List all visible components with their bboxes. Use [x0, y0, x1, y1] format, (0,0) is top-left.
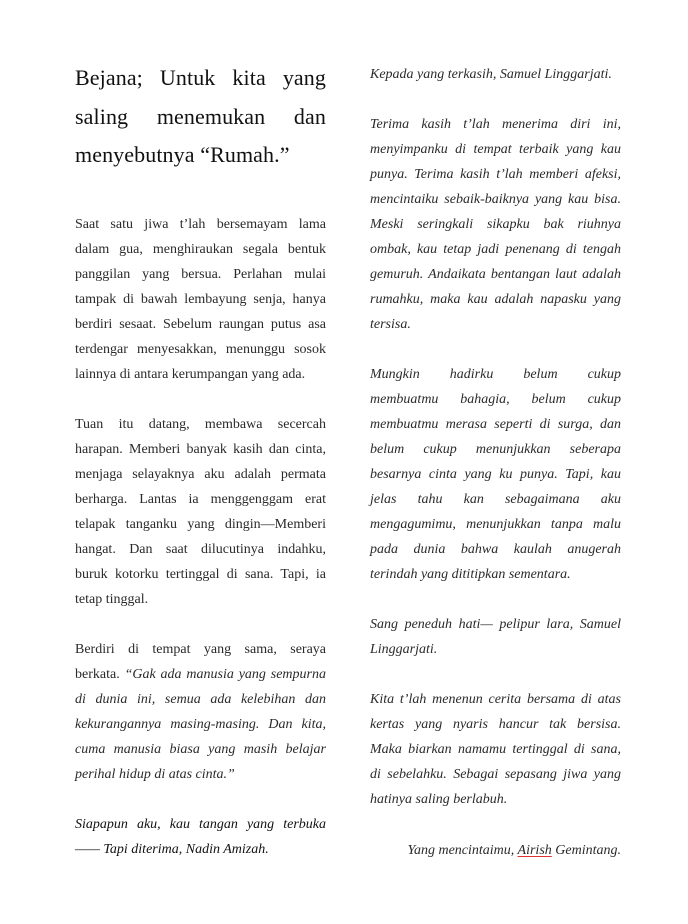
title-line: saling menemukan dan [75, 103, 326, 129]
text-line: punya. Terima kasih t’lah memberi afeksi, [370, 167, 621, 182]
title-line: menyebutnya “Rumah.” [75, 142, 290, 167]
text-line: panggilan yang bersua. Perlahan mulai [75, 267, 326, 282]
document-title [75, 59, 326, 175]
text-line: Kita t’lah menenun cerita bersama di atas [370, 692, 621, 707]
text-line: Kepada yang terkasih, Samuel Linggarjati. [370, 67, 612, 82]
text-line: —— Tapi diterima, Nadin Amizah. [75, 842, 269, 857]
text-line: Saat satu jiwa t’lah bersemayam lama [75, 217, 326, 232]
title-line: Bejana; Untuk kita yang [75, 65, 326, 90]
text-line: ombak, kau tetap jadi penenang di tengah [370, 242, 621, 257]
text-line: kertas yang nyaris hancur tak bersisa. [370, 717, 621, 732]
text-line: menyimpanku di tempat terbaik yang kau [370, 142, 621, 157]
text-line: kekurangannya masing-masing. Dan kita, [75, 717, 326, 732]
text-line: berharga. Lantas ia menggenggam erat [75, 492, 326, 507]
paragraph-3 [75, 637, 326, 787]
greeting [370, 62, 621, 87]
quote-text: “Gak ada manusia yang sempurna [124, 667, 326, 682]
text-line: mencintaiku sebaik-baiknya yang kau bisa. [370, 192, 621, 207]
text-line: berdiri sesaat. Sebelum raungan putus asa [75, 317, 326, 332]
text-line: tampak di bawah lembayung senja, hanya [75, 292, 326, 307]
text-line: hatinya saling berlabuh. [370, 792, 508, 807]
text-line: Mungkin hadirku belum cukup [370, 367, 621, 382]
text-line: dalam gua, menghiraukan segala bentuk [75, 242, 326, 257]
text-line: Maka biarkan namamu tertinggal di sana, [370, 742, 621, 757]
song-quote [75, 812, 326, 862]
text-line: lainnya di antara kerumpangan yang ada. [75, 367, 306, 382]
text-line: terindah yang dititipkan sementara. [370, 567, 571, 582]
text-line: Linggarjati. [370, 642, 438, 657]
text-span: berkata. [75, 667, 125, 682]
signoff-surname: Gemintang. [551, 843, 621, 858]
text-line: membuatmu bahagia, belum cukup [370, 392, 621, 407]
text-line: perihal hidup di atas cinta.” [75, 767, 235, 782]
text-line: Sang peneduh hati— pelipur lara, Samuel [370, 617, 621, 632]
text-line: Siapapun aku, kau tangan yang terbuka [75, 817, 326, 832]
text-line: pada dunia bahwa kaulah anugerah [370, 542, 621, 557]
text-line: Tuan itu datang, membawa secercah [75, 417, 326, 432]
text-line: mengagumimu, menunjukkan tanpa malu [370, 517, 621, 532]
text-line: telapak tanganku yang dingin—Memberi [75, 517, 326, 532]
paragraph-2 [75, 412, 326, 612]
text-line: membuatmu merasa seperti di surga, dan [370, 417, 621, 432]
text-line: hangat. Dan saat dilucutinya indahku, [75, 542, 326, 557]
text-line: menjaga selayaknya aku adalah permata [75, 467, 326, 482]
text-line: besarnya cinta yang ku punya. Tapi, kau [370, 467, 621, 482]
text-line: jelas tahu kan sebagaimana aku [370, 492, 621, 507]
text-line [370, 838, 621, 863]
text-line: tetap tinggal. [75, 592, 149, 607]
text-line: Berdiri di tempat yang sama, seraya [75, 642, 326, 657]
text-line: tersisa. [370, 317, 411, 332]
letter-paragraph-2 [370, 362, 621, 587]
text-line: gemuruh. Andaikata bentangan laut adalah [370, 267, 621, 282]
signoff-name: Airish [517, 843, 552, 858]
text-line [75, 662, 326, 687]
text-line: Terima kasih t’lah menerima diri ini, [370, 117, 621, 132]
signoff [370, 838, 621, 863]
text-line: buruk kotorku tertinggal di sana. Tapi, ia [75, 567, 326, 582]
text-line: harapan. Memberi banyak kasih dan cinta, [75, 442, 326, 457]
signoff-text: Yang mencintaimu, [407, 843, 518, 858]
text-line: belum cukup menunjukkan seberapa [370, 442, 621, 457]
text-line: rumahku, maka kau adalah napasku yang [370, 292, 621, 307]
letter-paragraph-1 [370, 112, 621, 337]
text-line: Meski seringkali sikapku bak riuhnya [370, 217, 621, 232]
letter-paragraph-4 [370, 687, 621, 812]
text-line: di sebelahku. Sebagai sepasang jiwa yang [370, 767, 621, 782]
text-line: cuma manusia biasa yang masih belajar [75, 742, 326, 757]
letter-paragraph-3 [370, 612, 621, 662]
text-line: terdengar menyesakkan, menunggu sosok [75, 342, 326, 357]
paragraph-1 [75, 212, 326, 387]
text-line: di dunia ini, semua ada kelebihan dan [75, 692, 326, 707]
